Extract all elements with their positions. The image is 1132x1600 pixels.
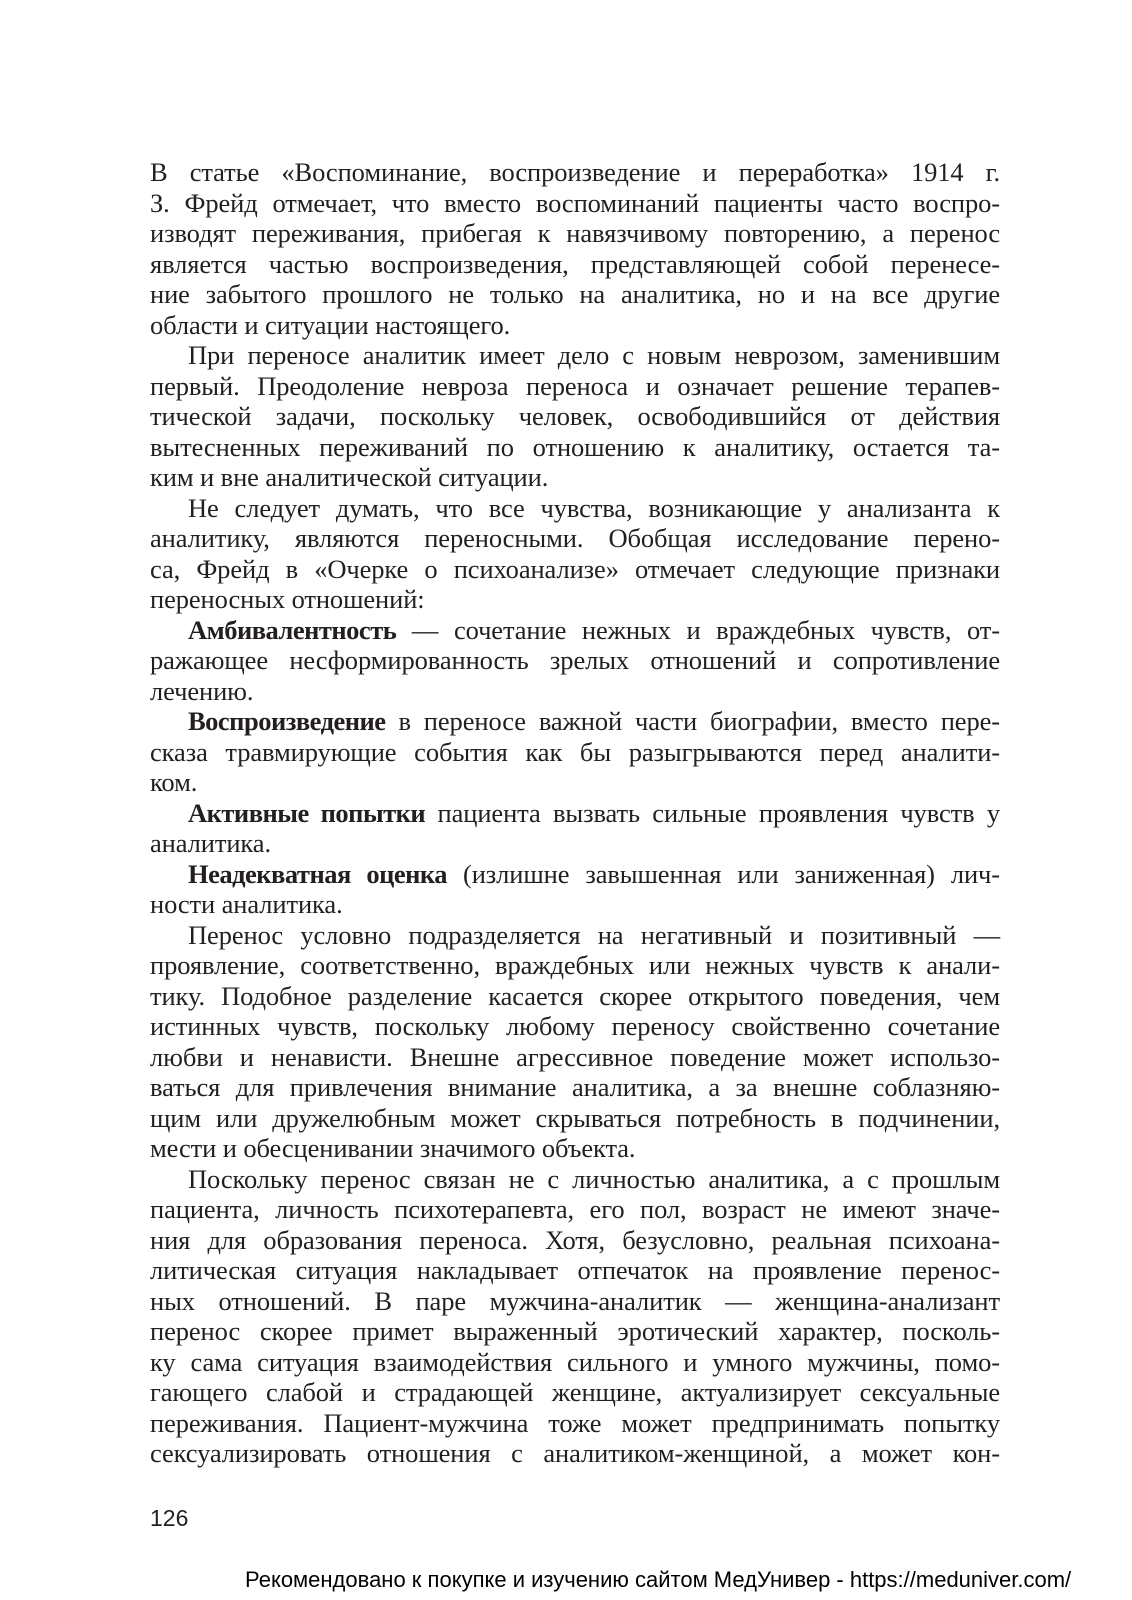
text-line bbox=[150, 432, 1000, 463]
text-line bbox=[150, 1072, 1000, 1103]
text-run: са, Фрейд в «Очерке о психоанализе» отмечает следующие признаки bbox=[150, 553, 1000, 584]
text-line bbox=[150, 1347, 1000, 1378]
paragraph bbox=[150, 1164, 1000, 1469]
text-run: любви и ненависти. Внешне агрессивное поведение может использо- bbox=[150, 1041, 1000, 1072]
text-line bbox=[150, 1225, 1000, 1256]
text-line bbox=[150, 1255, 1000, 1286]
bold-term: Неадекватная оценка bbox=[188, 858, 448, 889]
text-line bbox=[150, 981, 1000, 1012]
text-run: ние забытого прошлого не только на аналитика, но и на все другие bbox=[150, 279, 1000, 309]
text-line bbox=[150, 340, 1000, 371]
bold-term: Амбивалентность bbox=[188, 614, 397, 645]
text-line bbox=[150, 188, 1000, 219]
text-run: — сочетание нежных и враждебных чувств, от- bbox=[396, 614, 1000, 645]
paragraph bbox=[150, 920, 1000, 1164]
text-run: лечению. bbox=[150, 675, 254, 706]
text-run: является частью воспроизведения, представляющей собой перенесе- bbox=[150, 248, 1000, 279]
text-run: ния для образования переноса. Хотя, безусловно, реальная психоана- bbox=[150, 1224, 1000, 1255]
text-run: З. Фрейд отмечает, что вместо воспоминаний пациенты часто воспро- bbox=[150, 187, 1000, 218]
text-run: перенос скорее примет выраженный эротический характер, посколь- bbox=[150, 1316, 1000, 1346]
text-run: сексуализировать отношения с аналитиком-женщиной, а может кон- bbox=[150, 1438, 1000, 1468]
text-run: ражающее несформированность зрелых отношений и сопротивление bbox=[150, 645, 1000, 675]
text-line bbox=[150, 1011, 1000, 1042]
text-line bbox=[150, 1042, 1000, 1073]
text-run: Перенос условно подразделяется на негативный и позитивный — bbox=[188, 919, 1000, 950]
bold-term: Активные попытки bbox=[188, 797, 426, 828]
paragraph bbox=[150, 493, 1000, 615]
text-run: сказа травмирующие события как бы разыгрываются перед аналити- bbox=[150, 736, 1000, 767]
text-run: ком. bbox=[150, 767, 198, 797]
text-line bbox=[150, 310, 1000, 341]
text-line bbox=[150, 523, 1000, 554]
text-run: первый. Преодоление невроза переноса и означает решение терапев- bbox=[150, 370, 1000, 401]
text-line bbox=[150, 554, 1000, 585]
paragraph bbox=[150, 798, 1000, 859]
text-line bbox=[150, 645, 1000, 676]
text-line bbox=[150, 1103, 1000, 1134]
text-run: литическая ситуация накладывает отпечаток на проявление перенос- bbox=[150, 1255, 1000, 1285]
text-run: В статье «Воспоминание, воспроизведение и переработка» 1914 г. bbox=[150, 157, 1000, 187]
paragraph bbox=[150, 859, 1000, 920]
text-line bbox=[150, 737, 1000, 768]
text-line bbox=[150, 1164, 1000, 1195]
text-line bbox=[150, 157, 1000, 188]
text-line bbox=[150, 1316, 1000, 1347]
text-run: Не следует думать, что все чувства, возникающие у анализанта к bbox=[188, 492, 1000, 523]
text-line bbox=[150, 889, 1000, 920]
text-line bbox=[150, 401, 1000, 432]
text-run: аналитика. bbox=[150, 828, 271, 858]
text-run: в переносе важной части биографии, вместо пере- bbox=[385, 706, 1000, 736]
text-line bbox=[150, 1377, 1000, 1408]
text-run: тику. Подобное разделение касается скорее открытого поведения, чем bbox=[150, 980, 1000, 1011]
text-line bbox=[150, 615, 1000, 646]
text-line bbox=[150, 1286, 1000, 1317]
text-line bbox=[150, 493, 1000, 524]
text-line bbox=[150, 1133, 1000, 1164]
text-line bbox=[150, 950, 1000, 981]
text-run: При переносе аналитик имеет дело с новым неврозом, заменившим bbox=[188, 340, 1000, 370]
footer-recommendation: Рекомендовано к покупке и изучению сайтом МедУнивер - https://meduniver.com/ bbox=[245, 1567, 1072, 1592]
text-run: переносных отношений: bbox=[150, 584, 425, 614]
text-run: изводят переживания, прибегая к навязчивому повторению, а перенос bbox=[150, 218, 1000, 248]
text-run: ности аналитика. bbox=[150, 889, 343, 919]
text-line bbox=[150, 584, 1000, 615]
paragraph bbox=[150, 706, 1000, 798]
text-run: истинных чувств, поскольку любому переносу свойственно сочетание bbox=[150, 1011, 1000, 1041]
page-number: 126 bbox=[150, 1505, 189, 1531]
text-run: проявление, соответственно, враждебных или нежных чувств к анали- bbox=[150, 950, 1000, 980]
text-line bbox=[150, 1194, 1000, 1225]
text-line bbox=[150, 828, 1000, 859]
text-line bbox=[150, 218, 1000, 249]
text-run: области и ситуации настоящего. bbox=[150, 309, 511, 340]
bold-term: Воспроизведение bbox=[188, 706, 386, 736]
paragraph bbox=[150, 340, 1000, 493]
text-run: тической задачи, поскольку человек, освободившийся от действия bbox=[150, 401, 1000, 431]
text-run: гающего слабой и страдающей женщине, актуализирует сексуальные bbox=[150, 1377, 1000, 1407]
text-run: ку сама ситуация взаимодействия сильного и умного мужчины, помо- bbox=[150, 1346, 1000, 1377]
text-line bbox=[150, 249, 1000, 280]
paragraph bbox=[150, 157, 1000, 340]
body-text bbox=[150, 157, 1000, 1469]
text-run: мести и обесценивании значимого объекта. bbox=[150, 1133, 636, 1163]
text-line bbox=[150, 279, 1000, 310]
text-line bbox=[150, 676, 1000, 707]
text-line bbox=[150, 767, 1000, 798]
text-run: щим или дружелюбным может скрываться потребность в подчинении, bbox=[150, 1102, 1000, 1133]
paragraph bbox=[150, 615, 1000, 707]
text-run: аналитику, являются переносными. Обобщая исследование перено- bbox=[150, 523, 1000, 553]
text-line bbox=[150, 859, 1000, 890]
text-line bbox=[150, 371, 1000, 402]
text-line bbox=[150, 706, 1000, 737]
text-line bbox=[150, 1408, 1000, 1439]
text-line bbox=[150, 798, 1000, 829]
text-run: (излишне завышенная или заниженная) лич- bbox=[447, 858, 1000, 889]
text-run: Поскольку перенос связан не с личностью аналитика, а с прошлым bbox=[188, 1163, 1000, 1194]
text-line bbox=[150, 1438, 1000, 1469]
text-run: ким и вне аналитической ситуации. bbox=[150, 462, 549, 492]
text-line bbox=[150, 920, 1000, 951]
text-run: вытесненных переживаний по отношению к аналитику, остается та- bbox=[150, 431, 1000, 462]
text-run: ных отношений. В паре мужчина-аналитик — женщина-анализант bbox=[150, 1285, 1000, 1316]
text-run: ваться для привлечения внимание аналитика, а за внешне соблазняю- bbox=[150, 1072, 1000, 1102]
text-run: переживания. Пациент-мужчина тоже может предпринимать попытку bbox=[150, 1407, 1000, 1438]
text-line bbox=[150, 462, 1000, 493]
text-run: пациента вызвать сильные проявления чувств у bbox=[425, 797, 1000, 828]
text-run: пациента, личность психотерапевта, его пол, возраст не имеют значе- bbox=[150, 1194, 1000, 1224]
